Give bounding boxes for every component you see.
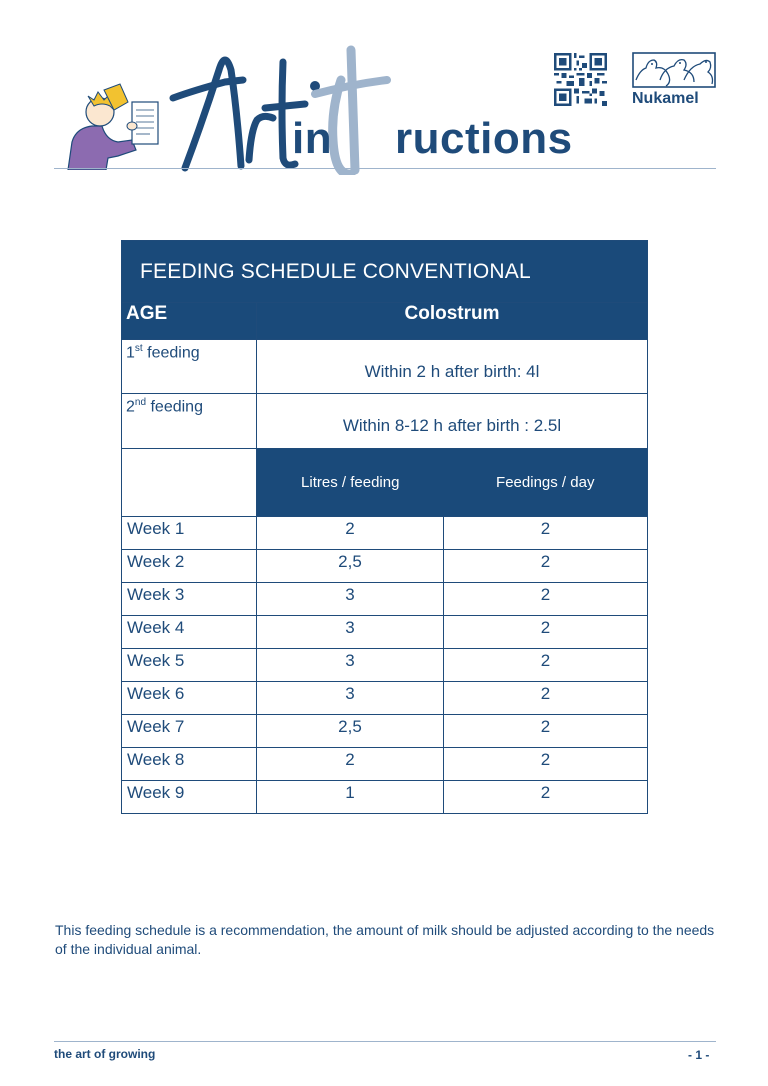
litres-cell: 3: [257, 649, 444, 682]
feedings-cell: 2: [444, 682, 648, 715]
feeding-schedule-table: [121, 240, 648, 814]
age-header-row: [122, 303, 648, 340]
footer-tagline: the art of growing: [54, 1047, 156, 1061]
week-rows: [122, 517, 648, 814]
table-row: [122, 781, 648, 814]
week-label: Week 9: [122, 781, 257, 814]
litres-cell: 3: [257, 583, 444, 616]
litres-cell: 2,5: [257, 550, 444, 583]
week-label: Week 4: [122, 616, 257, 649]
feeding-row-1: [122, 340, 648, 394]
litres-cell: 1: [257, 781, 444, 814]
table-row: [122, 583, 648, 616]
colostrum-label: Colostrum: [257, 303, 648, 340]
logo-word-ructions: ructions: [395, 114, 573, 163]
table-row: [122, 715, 648, 748]
week-label: Week 1: [122, 517, 257, 550]
feedings-column-header: Feedings / day: [444, 449, 648, 517]
age-label: AGE: [122, 303, 257, 340]
feedings-cell: 2: [444, 517, 648, 550]
litres-cell: 2: [257, 748, 444, 781]
table-title: FEEDING SCHEDULE CONVENTIONAL: [122, 241, 648, 303]
table-row: [122, 649, 648, 682]
mascot-illustration: [58, 80, 170, 170]
litres-cell: 3: [257, 682, 444, 715]
litres-column-header: Litres / feeding: [257, 449, 444, 517]
week-label: Week 2: [122, 550, 257, 583]
week-label: Week 7: [122, 715, 257, 748]
week-label: Week 6: [122, 682, 257, 715]
table-row: [122, 550, 648, 583]
feeding-1-ordinal: 1: [126, 344, 135, 362]
feedings-cell: 2: [444, 715, 648, 748]
table-row: [122, 517, 648, 550]
feeding-2-suffix: nd: [134, 397, 147, 408]
litres-cell: 2: [257, 517, 444, 550]
brand-name: Nukamel: [632, 90, 699, 107]
feeding-2-text: feeding: [146, 398, 203, 416]
feedings-cell: 2: [444, 616, 648, 649]
feedings-cell: 2: [444, 583, 648, 616]
feeding-2-value: Within 8-12 h after birth : 2.5l: [257, 394, 648, 449]
feeding-1-label: [122, 340, 257, 394]
qr-code: [554, 53, 607, 106]
feeding-1-suffix: st: [134, 343, 143, 354]
feeding-1-text: feeding: [142, 344, 200, 362]
logo-word-in: in: [292, 114, 333, 163]
week-label: Week 8: [122, 748, 257, 781]
feedings-cell: 2: [444, 550, 648, 583]
feedings-cell: 2: [444, 748, 648, 781]
blank-header-cell: [122, 449, 257, 517]
table-row: [122, 682, 648, 715]
header-divider: [54, 168, 716, 169]
feedings-cell: 2: [444, 649, 648, 682]
table-row: [122, 748, 648, 781]
page-number: - 1 -: [688, 1048, 710, 1062]
recommendation-note: This feeding schedule is a recommendation, the amount of milk should be adjusted according to the needs of the individual animal.: [55, 922, 715, 957]
feeding-row-2: [122, 394, 648, 449]
nukamel-logo-icon: [630, 50, 718, 90]
column-header-row: [122, 449, 648, 517]
week-label: Week 5: [122, 649, 257, 682]
footer-divider: [54, 1041, 716, 1042]
table-row: [122, 616, 648, 649]
feeding-2-label: [122, 394, 257, 449]
litres-cell: 2,5: [257, 715, 444, 748]
feeding-2-ordinal: 2: [126, 398, 135, 416]
litres-cell: 3: [257, 616, 444, 649]
feeding-1-value: Within 2 h after birth: 4l: [257, 340, 648, 394]
feedings-cell: 2: [444, 781, 648, 814]
page-header: [0, 0, 768, 175]
week-label: Week 3: [122, 583, 257, 616]
